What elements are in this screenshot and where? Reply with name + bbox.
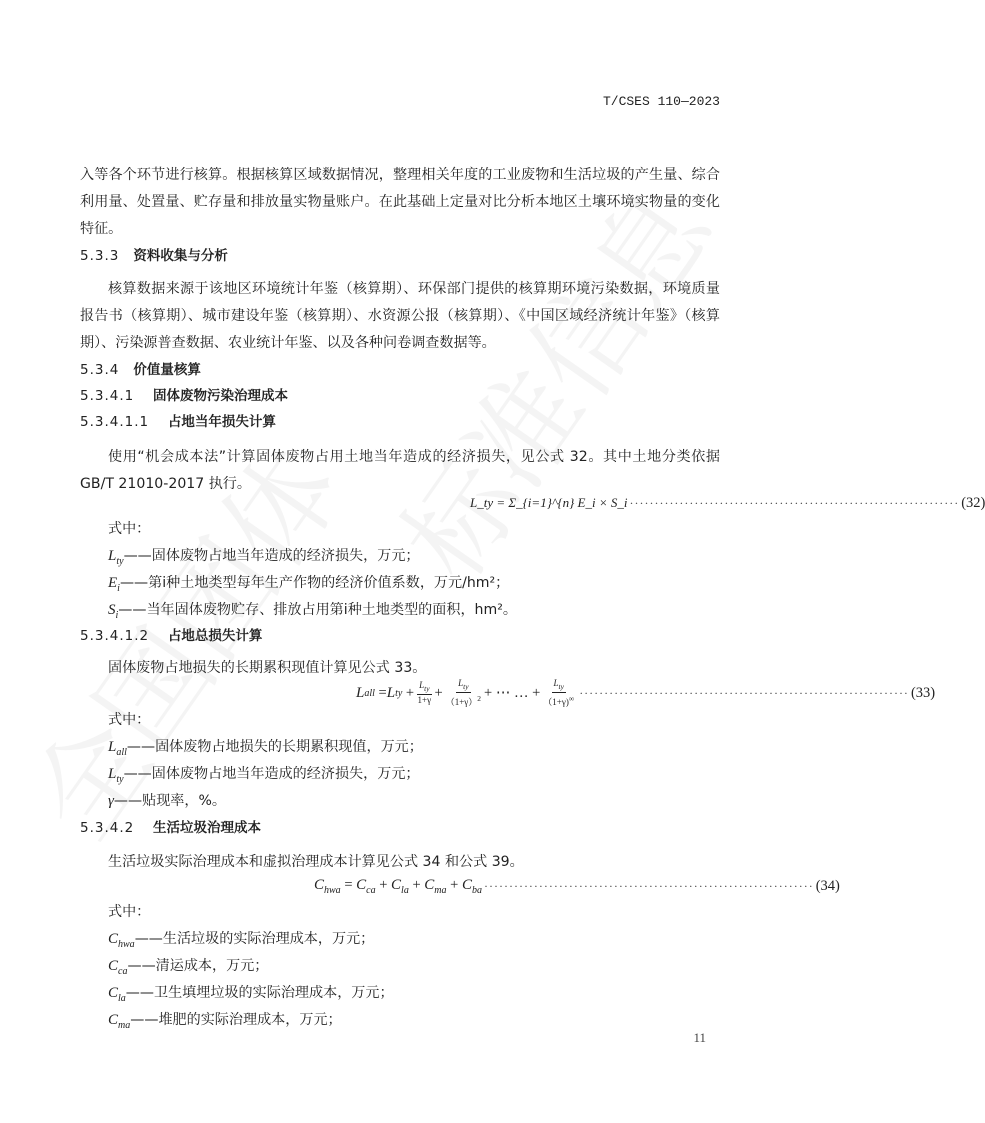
section-heading: 5.3.4.1 固体废物污染治理成本: [80, 388, 289, 404]
section-heading: 5.3.4 价值量核算: [80, 362, 201, 378]
formula-number: (32): [961, 494, 985, 511]
paragraph: 生活垃圾实际治理成本和虚拟治理成本计算见公式 34 和公式 39。: [108, 854, 524, 870]
paragraph: 固体废物占地损失的长期累积现值计算见公式 33。: [108, 660, 427, 676]
definition-item: $L_{ty}——$固体废物占地当年造成的经济损失，万元；: [108, 766, 420, 785]
paragraph: 入等各个环节进行核算。根据核算区域数据情况，整理相关年度的工业废物和生活垃圾的产生量、综合利用量、处置量、贮存量和排放量实物量账户。在此基础上定量对比分析本地区土壤环境实物量的变化特征。: [80, 167, 720, 237]
definition-item: $C_{la}——$卫生填埋垃圾的实际治理成本，万元；: [108, 985, 394, 1004]
definition-item: $C_{ca}——$清运成本，万元；: [108, 958, 269, 977]
where-label: 式中：: [108, 712, 151, 728]
page-number: 11: [693, 1030, 706, 1045]
formula-34: $C_{hwa} = C_{ca} + C_{la} + C_{ma} + C_{ba}$ ·································································· (34): [314, 876, 840, 896]
where-label: 式中：: [108, 521, 151, 537]
section-heading: 5.3.4.1.1 占地当年损失计算: [80, 414, 276, 430]
definition-item: $E_i——$第i种土地类型每年生产作物的经济价值系数，万元/hm²；: [108, 575, 510, 594]
definition-item: $L_{all}——$固体废物占地损失的长期累积现值，万元；: [108, 739, 423, 758]
section-heading: 5.3.4.1.2 占地总损失计算: [80, 628, 263, 644]
formula-expression: $C_{hwa} = C_{ca} + C_{la} + C_{ma} + C_{ba}$: [314, 876, 482, 896]
section-heading: 5.3.3 资料收集与分析: [80, 248, 228, 264]
formula-expression: L_ty = Σ_{i=1}^{n} E_i × S_i: [470, 495, 628, 510]
formula-33: L all = L ty + $\frac{L_{ty}}{1+\gamma}$ + $\frac{L_{ty}}{(1+\gamma)^2}$ + ⋯ … + $\frac{L_{ty}}{(1+\gamma)^\infty}$ ·································································· (33): [356, 678, 936, 707]
definition-item: $C_{ma}——$堆肥的实际治理成本，万元；: [108, 1012, 342, 1031]
paragraph: 核算数据来源于该地区环境统计年鉴（核算期）、环保部门提供的核算期环境污染数据，环境质量报告书（核算期）、城市建设年鉴（核算期）、水资源公报（核算期）、《中国区域经济统计年鉴》（核算期）、污染源普查数据、农业统计年鉴、以及各种问卷调查数据等。: [80, 281, 720, 351]
where-label: 式中：: [108, 904, 151, 920]
formula-expression: L all = L ty + $\frac{L_{ty}}{1+\gamma}$ + $\frac{L_{ty}}{(1+\gamma)^2}$ + ⋯ … + $\frac{L_{ty}}{(1+\gamma)^\infty}$: [356, 678, 575, 707]
formula-32: L_ty = Σ_{i=1}^{n} E_i × S_i ·································································· (32): [470, 494, 985, 511]
definition-item: $L_{ty}——$固体废物占地当年造成的经济损失，万元；: [108, 548, 420, 567]
formula-number: (34): [815, 877, 840, 894]
paragraph: 使用“机会成本法”计算固体废物占用土地当年造成的经济损失，见公式 32。其中土地分类依据 GB/T 21010-2017 执行。: [80, 449, 720, 492]
section-heading: 5.3.4.2 生活垃圾治理成本: [80, 820, 262, 836]
document-code: T/CSES 110—2023: [602, 94, 720, 109]
definition-item: $S_i——$当年固体废物贮存、排放占用第i种土地类型的面积，hm²。: [108, 602, 517, 621]
definition-item: γ——贴现率，%。: [108, 793, 226, 809]
formula-number: (33): [910, 684, 936, 701]
definition-item: $C_{hwa}——$生活垃圾的实际治理成本，万元；: [108, 931, 375, 950]
